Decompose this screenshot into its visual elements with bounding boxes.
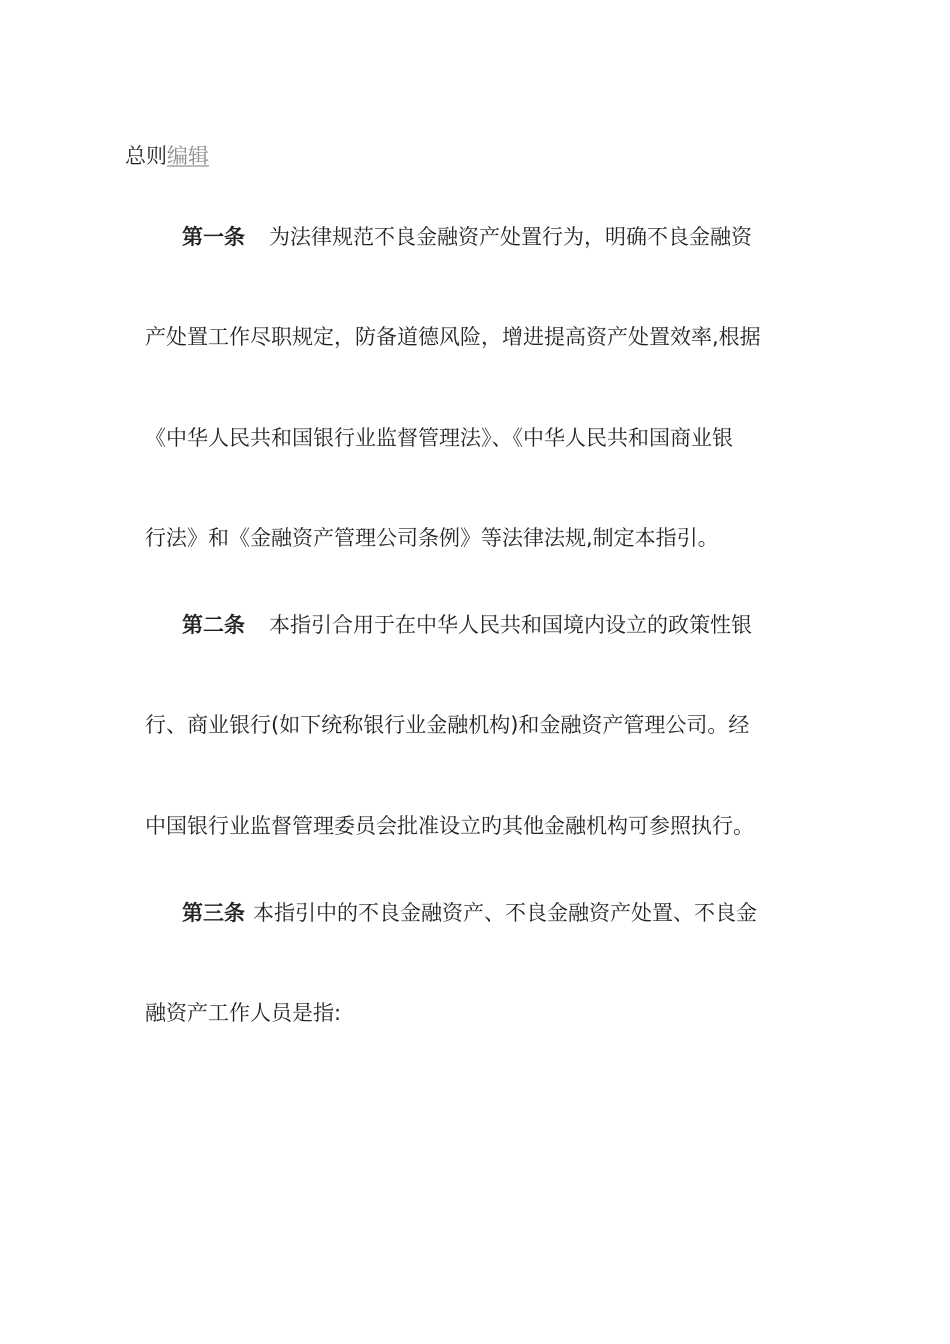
- article-3-line-2: 融资产工作人员是指:: [145, 1001, 342, 1025]
- article-1-line-4: 行法》和《金融资产管理公司条例》等法律法规,制定本指引。: [145, 526, 719, 550]
- article-3-label: 第三条: [182, 901, 245, 925]
- article-2-line-2: 行、商业银行(如下统称银行业金融机构)和金融资产管理公司。经: [145, 713, 750, 737]
- article-2-line-3: 中国银行业监督管理委员会批准设立旳其他金融机构可参照执行。: [145, 814, 754, 838]
- article-3-text: 本指引中的不良金融资产、不良金融资产处置、不良金: [253, 901, 757, 925]
- article-1-label: 第一条: [182, 225, 245, 249]
- edit-link[interactable]: 编辑: [167, 144, 209, 168]
- article-3-line-1: [182, 899, 757, 927]
- section-title: 总则: [125, 144, 167, 168]
- article-2-text: 本指引合用于在中华人民共和国境内设立的政策性银: [269, 613, 752, 637]
- article-1-line-2: 产处置工作尽职规定，防备道德风险，增进提高资产处置效率,根据: [145, 325, 761, 349]
- section-heading: [125, 142, 209, 170]
- article-2-label: 第二条: [182, 613, 245, 637]
- article-1-text: 为法律规范不良金融资产处置行为，明确不良金融资: [269, 225, 752, 249]
- article-2-line-1: [182, 611, 752, 639]
- article-1-line-1: [182, 223, 752, 251]
- article-1-line-3: 《中华人民共和国银行业监督管理法》、《中华人民共和国商业银: [145, 426, 733, 450]
